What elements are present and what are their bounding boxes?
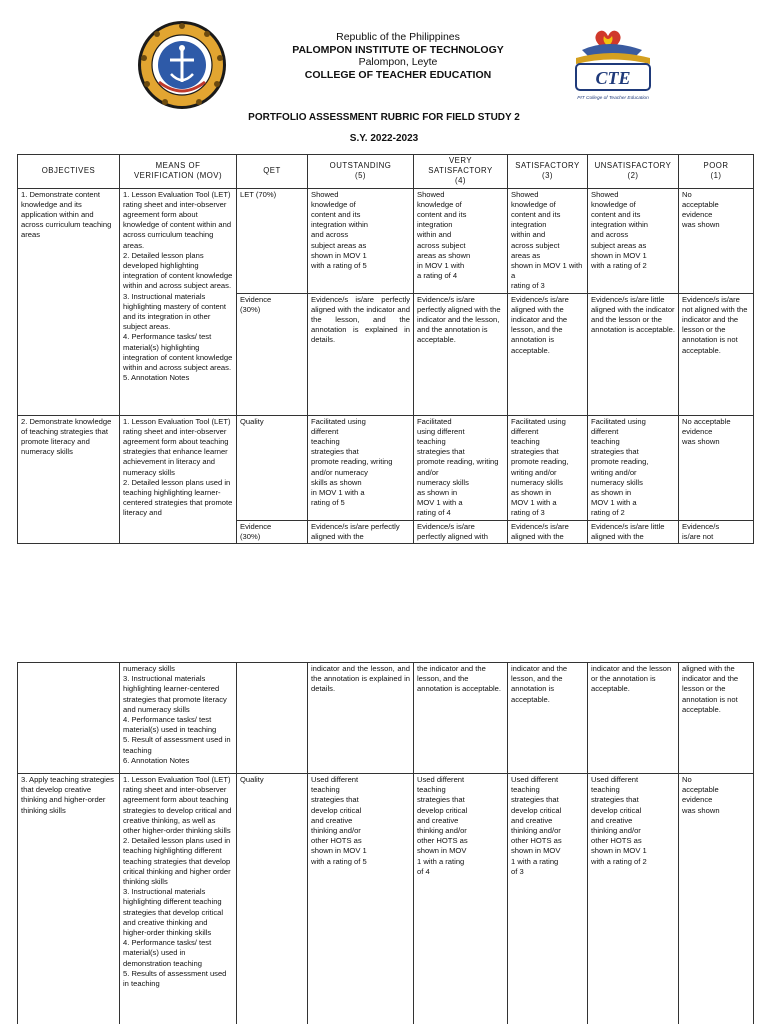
- rating-cell: aligned with the indicator and the lesson or the annotation is not acceptable.: [679, 663, 754, 774]
- rating-cell: Facilitated using different teaching strategies that promote reading, writing and/or numeracy skills as shown in MOV 1 with a rating of 2: [588, 415, 679, 520]
- table-row: [18, 774, 754, 1024]
- rating-cell: indicator and the lesson or the annotation is acceptable.: [588, 663, 679, 774]
- rating-cell: Used different teaching strategies that develop critical and creative thinking and/or other HOTS as shown in MOV 1 with a rating of 2: [588, 774, 679, 1024]
- mov-cell: 1. Lesson Evaluation Tool (LET) rating sheet and inter-observer agreement form about teaching strategies that enhance learner achievement in literacy and numeracy skills 2. Detailed lesson plans used in teaching highlighting learner-centered strategies that promote literacy and: [120, 415, 237, 543]
- col-header-objectives: OBJECTIVES: [18, 155, 120, 189]
- rating-cell: Evidence/s is/are little aligned with the: [588, 520, 679, 543]
- header-republic: Republic of the Philippines: [336, 31, 460, 43]
- cte-logo: [568, 28, 656, 104]
- qet-cell: LET (70%): [237, 188, 308, 293]
- rating-cell: Evidence/s is/are perfectly aligned with the indicator and the lesson, and the annotation is acceptable.: [414, 293, 508, 415]
- rating-cell: Used different teaching strategies that develop critical and creative thinking and/or other HOTS as shown in MOV 1 with a rating of 5: [308, 774, 414, 1024]
- rating-cell: Evidence/s is/are little aligned with the indicator and the lesson or the annotation is acceptable.: [588, 293, 679, 415]
- rating-cell: indicator and the lesson, and the annotation is explained in details.: [308, 663, 414, 774]
- school-year: S.Y. 2022-2023: [349, 133, 419, 144]
- cte-logo-text: CTE: [595, 68, 631, 88]
- col-header-satisfactory: SATISFACTORY (3): [508, 155, 588, 189]
- qet-cell: [237, 663, 308, 774]
- rating-cell: Facilitated using different teaching strategies that promote reading, writing and/or numeracy skills as shown in MOV 1 with a rating of 4: [414, 415, 508, 520]
- col-header-qet: QET: [237, 155, 308, 189]
- rating-cell: Evidence/s is/are aligned with the indicator and the lesson, and the annotation is acceptable.: [508, 293, 588, 415]
- rubric-table-page1: [17, 154, 754, 544]
- qet-cell: Evidence (30%): [237, 520, 308, 543]
- rating-cell: No acceptable evidence was shown: [679, 188, 754, 293]
- rating-cell: Evidence/s is/are not: [679, 520, 754, 543]
- table-row: [18, 188, 754, 293]
- objective-cell: 1. Demonstrate content knowledge and its application within and across curriculum teaching areas: [18, 188, 120, 415]
- header-college-name: COLLEGE OF TEACHER EDUCATION: [304, 68, 492, 81]
- rubric-table-page2: [17, 662, 754, 1024]
- table-row: [18, 415, 754, 520]
- rating-cell: Showed knowledge of content and its integration within and across subject areas as shown in MOV 1 with a rating of 5: [308, 188, 414, 293]
- rating-cell: Facilitated using different teaching strategies that promote reading, writing and/or numeracy skills as shown in MOV 1 with a rating of 3: [508, 415, 588, 520]
- rating-cell: Showed knowledge of content and its integration within and across subject areas as shown in MOV 1 with a rating of 2: [588, 188, 679, 293]
- rating-cell: Evidence/s is/are aligned with the: [508, 520, 588, 543]
- objective-cell: [18, 663, 120, 774]
- qet-cell: Quality: [237, 415, 308, 520]
- rating-cell: Evidence/s is/are perfectly aligned with the: [308, 520, 414, 543]
- objective-cell: 2. Demonstrate knowledge of teaching strategies that promote literacy and numeracy skills: [18, 415, 120, 543]
- col-header-very-satisfactory: VERY SATISFACTORY (4): [414, 155, 508, 189]
- table-row: [18, 663, 754, 774]
- header-location: Palompon, Leyte: [358, 56, 438, 68]
- col-header-unsatisfactory: UNSATISFACTORY (2): [588, 155, 679, 189]
- rating-cell: Used different teaching strategies that develop critical and creative thinking and/or other HOTS as shown in MOV 1 with a rating of 4: [414, 774, 508, 1024]
- mov-cell: 1. Lesson Evaluation Tool (LET) rating sheet and inter-observer agreement form about knowledge of content within and across curriculum teaching areas. 2. Detailed lesson plans developed highlighting integration of content knowledge within and across subject areas. 3. Instructional materials highlighting mastery of content and its integration in other subject areas. 4. Performance tasks/ test material(s) highlighting integration of content knowledge within and across subject areas. 5. Annotation Notes: [120, 188, 237, 415]
- table-header-row: [18, 155, 754, 189]
- rating-cell: Facilitated using different teaching strategies that promote reading, writing and/or numeracy skills as shown in MOV 1 with a rating of 5: [308, 415, 414, 520]
- rating-cell: Used different teaching strategies that develop critical and creative thinking and/or other HOTS as shown in MOV 1 with a rating of 3: [508, 774, 588, 1024]
- rating-cell: indicator and the lesson, and the annotation is acceptable.: [508, 663, 588, 774]
- rating-cell: Showed knowledge of content and its integration within and across subject areas as shown in MOV 1 with a rating of 4: [414, 188, 508, 293]
- mov-cell: numeracy skills 3. Instructional materials highlighting learner-centered strategies that promote literacy and numeracy skills 4. Performance tasks/ test material(s) used in teaching 5. Result of assessment used in teaching 6. Annotation Notes: [120, 663, 237, 774]
- header-institute-name: PALOMPON INSTITUTE OF TECHNOLOGY: [292, 43, 504, 56]
- rating-cell: Evidence/s is/are perfectly aligned with: [414, 520, 508, 543]
- document-page-2: [0, 560, 768, 1024]
- col-header-mov: MEANS OF VERIFICATION (MOV): [120, 155, 237, 189]
- objective-cell: 3. Apply teaching strategies that develop creative thinking and higher-order thinking skills: [18, 774, 120, 1024]
- rating-cell: Evidence/s is/are perfectly aligned with the indicator and the lesson, and the annotation is explained in details.: [308, 293, 414, 415]
- rubric-title: PORTFOLIO ASSESSMENT RUBRIC FOR FIELD STUDY 2: [248, 112, 520, 123]
- qet-cell: Evidence (30%): [237, 293, 308, 415]
- rating-cell: the indicator and the lesson, and the annotation is acceptable.: [414, 663, 508, 774]
- rating-cell: No acceptable evidence was shown: [679, 415, 754, 520]
- rating-cell: Showed knowledge of content and its integration within and across subject areas as shown in MOV 1 with a rating of 3: [508, 188, 588, 293]
- mov-cell: 1. Lesson Evaluation Tool (LET) rating sheet and inter-observer agreement form about teaching strategies to develop critical and creative thinking, as well as other higher-order thinking skills 2. Detailed lesson plans used in teaching highlighting different teaching strategies that develop critical thinking and higher order thinking skills 3. Instructional materials highlighting different teaching strategies that develop critical and creative thinking and higher-order thinking skills 4. Performance tasks/ test material(s) used in demonstration teaching 5. Results of assessment used in teaching: [120, 774, 237, 1024]
- cte-logo-subtext: PIT College of Teacher Education: [577, 96, 649, 101]
- col-header-outstanding: OUTSTANDING (5): [308, 155, 414, 189]
- col-header-poor: POOR (1): [679, 155, 754, 189]
- qet-cell: Quality: [237, 774, 308, 1024]
- rating-cell: Evidence/s is/are not aligned with the indicator and the lesson or the annotation is not acceptable.: [679, 293, 754, 415]
- rating-cell: No acceptable evidence was shown: [679, 774, 754, 1024]
